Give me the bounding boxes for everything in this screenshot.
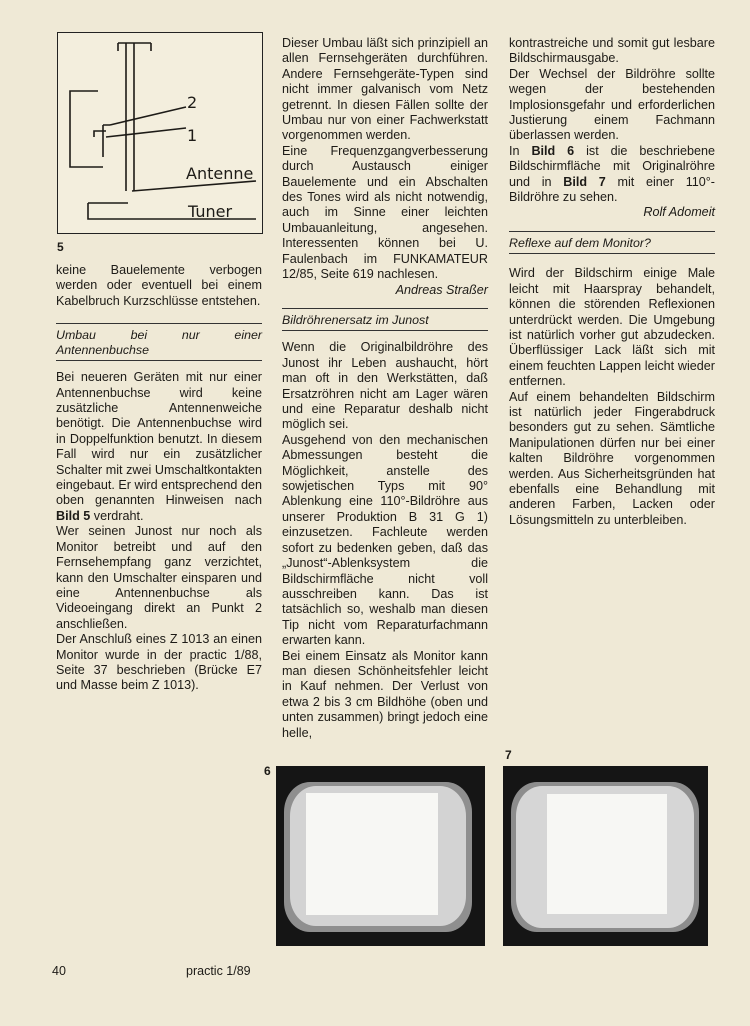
paragraph: keine Bauelemente verbogen werden oder eventuell bei einem Kabelbruch Kurzschlüsse entstehen. bbox=[56, 263, 262, 308]
paragraph: kontrastreiche und somit gut lesbare Bildschirmausgabe. bbox=[509, 36, 715, 66]
paragraph: Dieser Umbau läßt sich prinzipiell an allen Fernsehgeräten durchführen. Andere Fernsehgeräte-Typen sind nicht immer galvanisch vom Netz getrennt. In diesen Fällen sollte der Umbau nur von einer Fachwerkstatt vorgenommen werden. bbox=[282, 36, 488, 143]
label-antenne: Antenne bbox=[186, 164, 254, 183]
paragraph: Wer seinen Junost nur noch als Monitor betreibt und auf den Fernsehempfang ganz verzichtet, kann den Umschalter einsparen und eine Antennenbuchse als Videoeingang direkt an Punkt 2 anschließen. bbox=[56, 524, 262, 631]
screen-picture-area bbox=[547, 794, 667, 914]
column-1 bbox=[56, 263, 262, 694]
paragraph: Bei einem Einsatz als Monitor kann man diesen Schönheitsfehler leicht in Kauf nehmen. Der Verlust von etwa 2 bis 3 cm Bildhöhe (oben und unten zusammen) bringt jedoch eine helle, bbox=[282, 648, 488, 740]
paragraph: Auf einem behandelten Bildschirm ist natürlich jeder Fingerabdruck besonders gut zu sehen. Sämtliche Manipulationen dürfen nur bei einer kalten Bildröhre vorgenommen werden. Aus Sicherheitsgründen hat ebenfalls eine Behandlung mit anderen Farben, Lacken oder Lösungsmitteln zu unterbleiben. bbox=[509, 389, 715, 527]
column-3 bbox=[509, 36, 715, 528]
section-heading-antennenbuchse: Umbau bei nur einer Antennenbuchse bbox=[56, 328, 262, 357]
divider bbox=[56, 323, 262, 324]
figure-5-diagram bbox=[57, 32, 263, 234]
figure-7-photo bbox=[503, 766, 708, 946]
page-number: 40 bbox=[52, 964, 66, 978]
paragraph: Wenn die Originalbildröhre des Junost ihr Leben aushaucht, hört man oft in den Werkstätten, daß Ersatzröhren nicht am Lager wären und eine Reparatur deshalb nicht möglich sei. bbox=[282, 340, 488, 432]
paragraph: In Bild 6 ist die beschriebene Bildschirmfläche mit Originalröhre und in Bild 7 mit einer 110°-Bildröhre zu sehen. bbox=[509, 143, 716, 205]
magazine-issue: practic 1/89 bbox=[186, 964, 251, 978]
figure-7-number: 7 bbox=[505, 748, 512, 762]
switch-circuit-drawing bbox=[58, 33, 261, 232]
paragraph: Bei neueren Geräten mit nur einer Antennenbuchse wird keine zusätzliche Antennenweiche benötigt. Die Antennenbuchse wird in Doppelfunktion benutzt. In diesem Fall wird nur ein zusätzlicher Schalter mit zwei Umschaltkontakten eingebaut. Er wird entsprechend den oben genannten Hinweisen nach Bild 5 verdraht. bbox=[56, 370, 262, 523]
author-credit: Rolf Adomeit bbox=[643, 205, 715, 220]
screen-picture-area bbox=[306, 793, 438, 915]
paragraph: Eine Frequenzgangverbesserung durch Austausch einiger Bauelemente und ein Abschalten des Tones wird als nicht notwendig, auch im Sinne einer leichten Umbauanleitung, angesehen. Interessenten können bei U. Faulenbach im FUNKAMATEUR 12/85, Seite 619 nachlesen. bbox=[282, 143, 488, 282]
divider bbox=[282, 330, 488, 331]
figure-6-number: 6 bbox=[264, 764, 271, 778]
divider bbox=[56, 360, 262, 361]
column-2 bbox=[282, 36, 488, 741]
paragraph: Ausgehend von den mechanischen Abmessungen besteht die Möglichkeit, anstelle des sowjetischen Typs mit 90° Ablenkung eine 110°-Bildröhre aus unserer Produktion B 31 G 1) einzusetzen. Fachleute werden sofort zu bedenken geben, daß das „Junost“-Ablenksystem die Bildschirmfläche nicht voll ausschreiben kann. Das ist tatsächlich so, weshalb man diesen Tip nicht vom Reparaturfachmann erwarten kann. bbox=[282, 432, 488, 648]
figure-6-photo bbox=[276, 766, 485, 946]
paragraph: Der Anschluß eines Z 1013 an einen Monitor wurde in der practic 1/88, Seite 37 beschrieben (Brücke E7 und Masse beim Z 1013). bbox=[56, 632, 262, 693]
section-heading-bildroehrenersatz: Bildröhrenersatz im Junost bbox=[282, 312, 429, 327]
author-credit: Andreas Straßer bbox=[395, 282, 488, 297]
section-heading-reflexe: Reflexe auf dem Monitor? bbox=[509, 235, 651, 250]
paragraph: Der Wechsel der Bildröhre sollte wegen der bestehenden Implosionsgefahr und erforderlichen Justierung einem Fachmann überlassen werden. bbox=[509, 66, 715, 143]
paragraph: Wird der Bildschirm einige Male leicht mit Haarspray behandelt, können die störenden Reflexionen unterdrückt werden. Die Umgebung ist natürlich vorher gut abzudecken. Überflüssiger Lack läßt sich mit einem feuchten Lappen leicht wieder entfernen. bbox=[509, 266, 715, 389]
divider bbox=[509, 253, 715, 254]
label-2: 2 bbox=[187, 93, 198, 112]
label-tuner: Tuner bbox=[188, 202, 233, 221]
divider bbox=[282, 308, 488, 309]
figure-5-number: 5 bbox=[57, 240, 64, 254]
label-1: 1 bbox=[187, 126, 198, 145]
divider bbox=[509, 231, 715, 232]
